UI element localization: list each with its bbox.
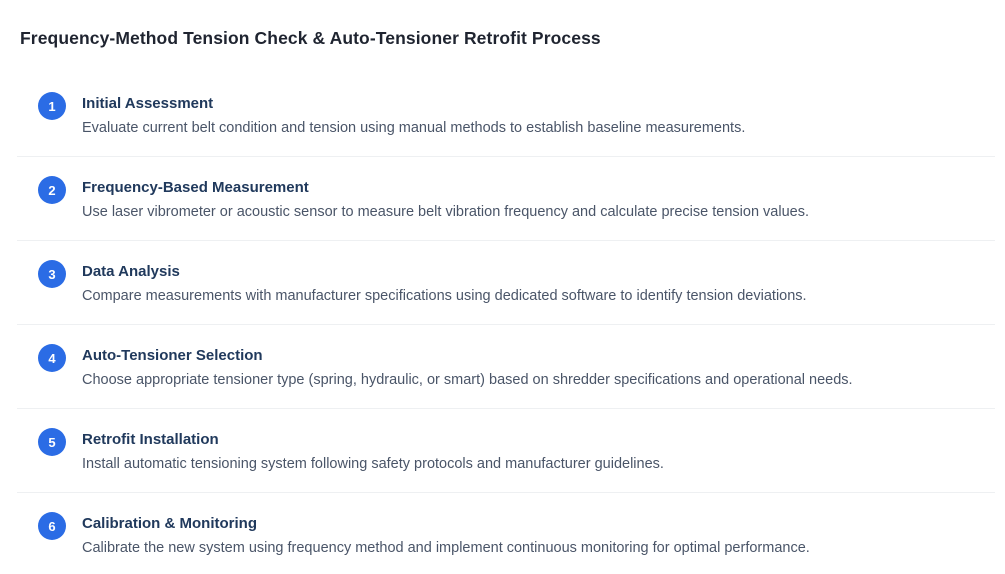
step-number-badge: 6 <box>38 512 66 540</box>
step-number-badge: 1 <box>38 92 66 120</box>
step-title: Retrofit Installation <box>82 431 219 448</box>
step-item-6 <box>17 493 995 574</box>
step-title: Auto-Tensioner Selection <box>82 347 263 364</box>
step-title: Initial Assessment <box>82 95 214 112</box>
step-description: Use laser vibrometer or acoustic sensor to measure belt vibration frequency and calculate precise tension values. <box>82 204 809 220</box>
process-step-list <box>17 73 995 574</box>
step-title: Calibration & Monitoring <box>82 515 257 532</box>
step-description: Calibrate the new system using frequency method and implement continuous monitoring for optimal performance. <box>82 540 810 556</box>
step-number-badge: 2 <box>38 176 66 204</box>
step-number-badge: 4 <box>38 344 66 372</box>
step-item-5 <box>17 409 995 493</box>
step-item-4 <box>17 325 995 409</box>
step-item-1 <box>17 73 995 157</box>
step-item-3 <box>17 241 995 325</box>
step-description: Install automatic tensioning system following safety protocols and manufacturer guidelines. <box>82 456 664 472</box>
step-body <box>82 92 745 138</box>
step-number-badge: 5 <box>38 428 66 456</box>
step-item-2 <box>17 157 995 241</box>
step-description: Evaluate current belt condition and tension using manual methods to establish baseline measurements. <box>82 120 746 136</box>
step-description: Compare measurements with manufacturer specifications using dedicated software to identify tension deviations. <box>82 288 807 304</box>
step-title: Frequency-Based Measurement <box>82 179 309 196</box>
step-body <box>82 512 810 558</box>
step-body <box>82 260 807 306</box>
page-title: Frequency-Method Tension Check & Auto-Tensioner Retrofit Process <box>20 28 601 48</box>
step-body <box>82 428 664 474</box>
step-body <box>82 176 809 222</box>
step-description: Choose appropriate tensioner type (spring, hydraulic, or smart) based on shredder specifications and operational needs. <box>82 372 853 388</box>
step-body <box>82 344 853 390</box>
step-title: Data Analysis <box>82 263 180 280</box>
step-number-badge: 3 <box>38 260 66 288</box>
